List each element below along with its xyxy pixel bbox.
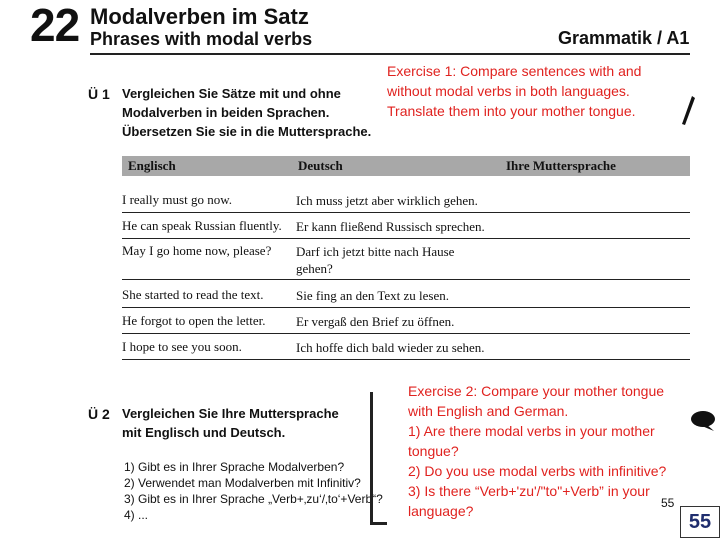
table-header	[122, 156, 690, 176]
cell-german: Sie fing an den Text zu lesen.	[296, 288, 450, 303]
instruction-line: mit Englisch und Deutsch.	[122, 425, 286, 440]
instruction-line: Vergleichen Sie Ihre Muttersprache	[122, 406, 339, 421]
cell-german: Ich hoffe dich bald wieder zu sehen.	[296, 340, 485, 355]
note-line: Translate them into your mother tongue.	[387, 103, 636, 119]
column-header-deutsch: Deutsch	[298, 158, 343, 173]
cell-german-line: Darf ich jetzt bitte nach Hause	[296, 244, 455, 259]
cell-english: She started to read the text.	[122, 287, 264, 302]
column-header-muttersprache: Ihre Muttersprache	[506, 158, 616, 173]
question-item: 3) Gibt es in Ihrer Sprache „Verb+‚zu‘/‚to‘+Verb“?	[124, 492, 383, 506]
note-line: without modal verbs in both languages.	[387, 83, 630, 99]
table-row	[122, 192, 690, 213]
cell-german-line: gehen?	[296, 261, 333, 276]
chapter-title-german: Modalverben im Satz	[90, 4, 309, 29]
note-line: Exercise 2: Compare your mother tongue	[408, 383, 665, 399]
cell-german: Er vergaß den Brief zu öffnen.	[296, 314, 455, 329]
table-row	[122, 287, 690, 308]
exercise-2-english-note	[408, 381, 666, 521]
exercise-1-instruction	[122, 84, 371, 141]
instruction-line: Vergleichen Sie Sätze mit und ohne	[122, 86, 341, 101]
table-row	[122, 218, 690, 239]
exercise-2-questions	[124, 459, 383, 523]
column-header-englisch: Englisch	[128, 158, 176, 173]
exercise-1-label: Ü 1	[88, 86, 110, 102]
cell-english: May I go home now, please?	[122, 243, 272, 258]
cell-english: He forgot to open the letter.	[122, 313, 266, 328]
note-line: with English and German.	[408, 403, 569, 419]
note-line: 1) Are there modal verbs in your mother	[408, 423, 655, 439]
instruction-line: Modalverben in beiden Sprachen.	[122, 105, 330, 120]
header-divider	[90, 53, 690, 55]
note-line: Exercise 1: Compare sentences with and	[387, 63, 642, 79]
instruction-line: Übersetzen Sie sie in die Muttersprache.	[122, 124, 372, 139]
cell-german: Ich muss jetzt aber wirklich gehen.	[296, 193, 478, 208]
section-label: Grammatik / A1	[558, 28, 690, 48]
cell-german: Er kann fließend Russisch sprechen.	[296, 219, 485, 234]
question-item: 4) ...	[124, 508, 149, 522]
cell-german	[296, 243, 536, 277]
note-line: 3) Is there “Verb+'zu'/"to"+Verb” in your	[408, 483, 650, 499]
cell-english: I really must go now.	[122, 192, 232, 207]
pen-icon	[680, 95, 696, 132]
chapter-title-english: Phrases with modal verbs	[90, 29, 313, 49]
exercise-1-english-note	[387, 61, 641, 121]
exercise-2-instruction	[122, 404, 339, 442]
page-number-small: 55	[661, 496, 675, 510]
cell-english: I hope to see you soon.	[122, 339, 242, 354]
question-item: 2) Verwendet man Modalverben mit Infinitiv?	[124, 476, 361, 490]
speech-bubble-icon	[690, 410, 716, 437]
table-row	[122, 339, 690, 360]
page-number-box: 55	[680, 506, 720, 538]
cell-english: He can speak Russian fluently.	[122, 218, 282, 233]
bracket-marker	[370, 392, 387, 525]
question-item: 1) Gibt es in Ihrer Sprache Modalverben?	[124, 460, 345, 474]
note-line: 2) Do you use modal verbs with infinitive?	[408, 463, 667, 479]
table-row	[122, 313, 690, 334]
exercise-2-label: Ü 2	[88, 406, 110, 422]
table-row	[122, 243, 690, 280]
chapter-number: 22	[30, 0, 80, 51]
note-line: language?	[408, 503, 474, 519]
note-line: tongue?	[408, 443, 459, 459]
